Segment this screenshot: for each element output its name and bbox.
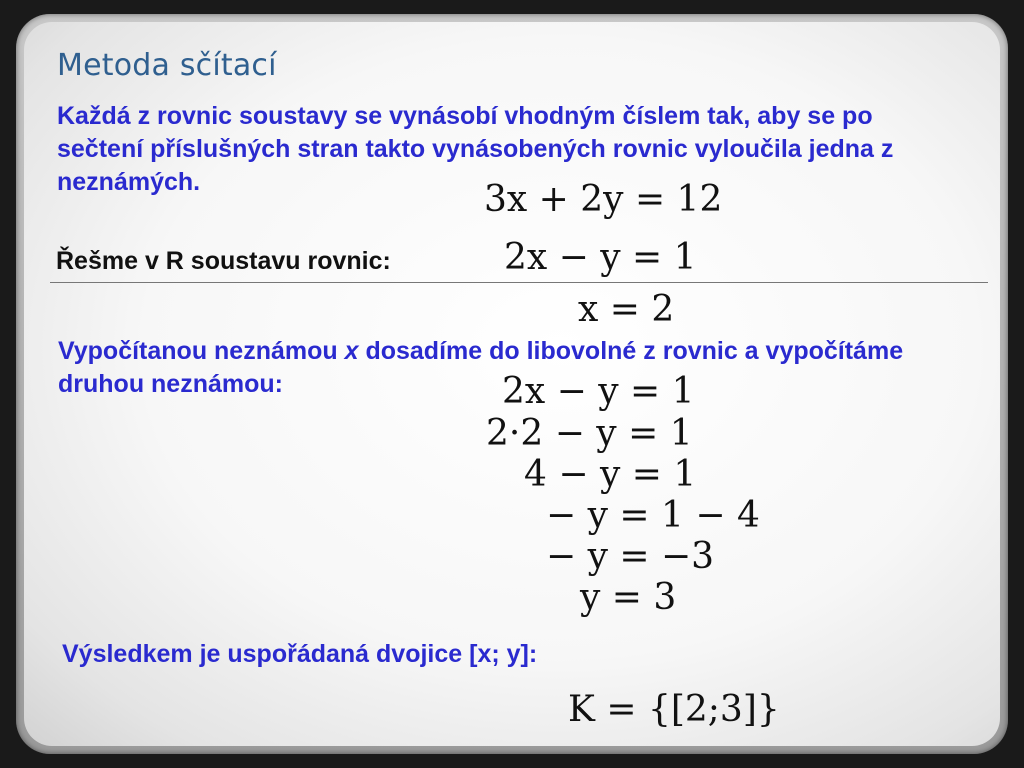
step-2: 2·2 − y = 1 [486, 413, 693, 454]
slide-title: Metoda sčítací [57, 48, 277, 83]
result-set: K = {[2;3]} [568, 689, 780, 730]
whiteboard-border [16, 14, 1008, 754]
step-1: 2x − y = 1 [502, 371, 695, 412]
sum-equation: x = 2 [578, 289, 675, 330]
substitute-text-before: Vypočítanou neznámou [58, 337, 345, 365]
system-equation-1: 3x + 2y = 12 [484, 179, 723, 220]
substitute-variable: x [344, 337, 359, 365]
solve-label: Řešme v R soustavu rovnic: [56, 247, 391, 275]
addition-line [50, 282, 988, 283]
system-equation-2: 2x − y = 1 [504, 237, 697, 278]
result-label: Výsledkem je uspořádaná dvojice [x; y]: [62, 640, 538, 668]
step-6: y = 3 [580, 577, 677, 618]
step-4: − y = 1 − 4 [546, 495, 760, 536]
step-3: 4 − y = 1 [524, 454, 697, 495]
substitute-text-after: dosadíme do libovolné z rovnic a vypočítáme druhou neznámou: [58, 337, 904, 398]
intro-paragraph: Každá z rovnic soustavy se vynásobí vhodným číslem tak, aby se po sečtení příslušných stran takto vynásobených rovnic vyloučila jedna z neznámých. [57, 102, 894, 196]
step-5: − y = −3 [546, 536, 715, 577]
whiteboard [24, 22, 1000, 746]
